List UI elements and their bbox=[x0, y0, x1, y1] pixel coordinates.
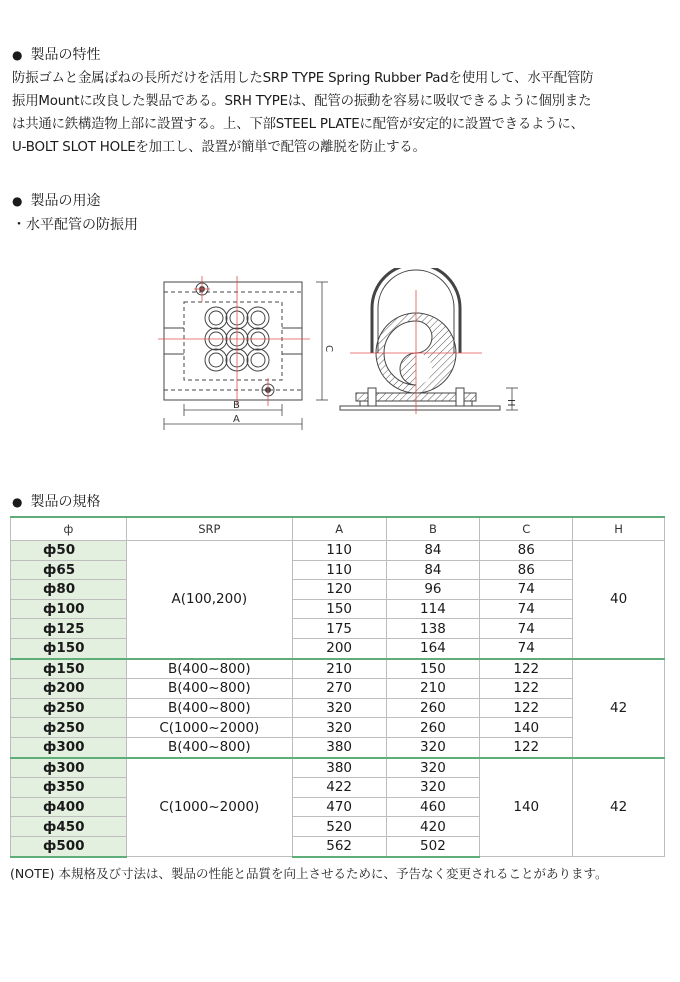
inner-plate bbox=[184, 302, 282, 380]
cell-a: 320 bbox=[292, 718, 386, 738]
cell-phi: ф200 bbox=[11, 679, 127, 699]
cell-phi: ф80 bbox=[11, 580, 127, 600]
cell-b: 320 bbox=[386, 778, 480, 798]
bullet-icon: ● bbox=[12, 495, 23, 509]
cell-a: 210 bbox=[292, 659, 386, 679]
cell-h-group3: 42 bbox=[573, 758, 665, 857]
center-lines bbox=[158, 276, 310, 406]
dimension-lines bbox=[164, 282, 328, 430]
features-line: 振用Mountに改良した製品である。SRH TYPEは、配管の振動を容易に吸収できるように個別また bbox=[12, 94, 592, 109]
table-row bbox=[11, 619, 665, 639]
cell-b: 260 bbox=[386, 698, 480, 718]
cell-b: 84 bbox=[386, 541, 480, 561]
cell-a: 422 bbox=[292, 778, 386, 798]
cell-c: 86 bbox=[480, 541, 573, 561]
cell-b: 210 bbox=[386, 679, 480, 699]
cell-b: 164 bbox=[386, 638, 480, 658]
header-phi: ф bbox=[11, 517, 127, 541]
cell-b: 138 bbox=[386, 619, 480, 639]
side-view bbox=[340, 268, 500, 410]
table-row bbox=[11, 718, 665, 738]
technical-drawing bbox=[150, 268, 530, 434]
cell-b: 320 bbox=[386, 758, 480, 778]
bullet-icon: ● bbox=[12, 48, 23, 62]
table-row bbox=[11, 737, 665, 757]
cell-h-group2: 42 bbox=[573, 659, 665, 758]
bullet-icon: ● bbox=[12, 194, 23, 208]
cell-phi: ф50 bbox=[11, 541, 127, 561]
cell-a: 150 bbox=[292, 599, 386, 619]
cell-b: 114 bbox=[386, 599, 480, 619]
cell-a: 270 bbox=[292, 679, 386, 699]
cell-phi: ф150 bbox=[11, 638, 127, 658]
label-b: B bbox=[233, 400, 240, 411]
features-line: 防振ゴムと金属ばねの長所だけを活用したSRP TYPE Spring Rubber Padを使用して、水平配管防 bbox=[12, 71, 594, 86]
table-row bbox=[11, 580, 665, 600]
cell-a: 120 bbox=[292, 580, 386, 600]
cell-h-group1: 40 bbox=[573, 541, 665, 659]
cell-srp-group1: A(100,200) bbox=[126, 541, 292, 659]
features-line: は共通に鉄構造物上部に設置する。上、下部STEEL PLATEに配管が安定的に設置できるように、 bbox=[12, 117, 584, 132]
cell-b: 502 bbox=[386, 836, 480, 856]
table-row bbox=[11, 560, 665, 580]
table-row bbox=[11, 638, 665, 658]
header-a: A bbox=[292, 517, 386, 541]
cell-srp: C(1000~2000) bbox=[126, 718, 292, 738]
cell-phi: ф450 bbox=[11, 817, 127, 837]
cell-c: 140 bbox=[480, 718, 573, 738]
cell-a: 110 bbox=[292, 560, 386, 580]
table-row bbox=[11, 679, 665, 699]
cell-a: 110 bbox=[292, 541, 386, 561]
cell-srp-group3: C(1000~2000) bbox=[126, 758, 292, 857]
header-srp: SRP bbox=[126, 517, 292, 541]
header-c: C bbox=[480, 517, 573, 541]
cell-srp: B(400~800) bbox=[126, 679, 292, 699]
cell-phi: ф500 bbox=[11, 836, 127, 856]
cell-c: 74 bbox=[480, 638, 573, 658]
cell-phi: ф125 bbox=[11, 619, 127, 639]
header-h: H bbox=[573, 517, 665, 541]
label-c: C bbox=[323, 345, 334, 352]
cell-a: 470 bbox=[292, 797, 386, 817]
label-a: A bbox=[233, 414, 240, 425]
usage-heading: ● 製品の用途 bbox=[12, 193, 101, 209]
table-row bbox=[11, 758, 665, 778]
table-row bbox=[11, 659, 665, 679]
cell-c: 74 bbox=[480, 599, 573, 619]
outer-plate bbox=[164, 282, 302, 400]
usage-item: ・水平配管の防振用 bbox=[12, 217, 138, 233]
note-text: (NOTE) 本規格及び寸法は、製品の性能と品質を向上させるために、予告なく変更されることがあります。 bbox=[10, 866, 608, 881]
header-b: B bbox=[386, 517, 480, 541]
cell-phi: ф250 bbox=[11, 718, 127, 738]
cell-c: 74 bbox=[480, 580, 573, 600]
cell-phi: ф65 bbox=[11, 560, 127, 580]
cell-b: 320 bbox=[386, 737, 480, 757]
table-row bbox=[11, 599, 665, 619]
table-row bbox=[11, 541, 665, 561]
cell-c: 122 bbox=[480, 698, 573, 718]
table-header-row bbox=[11, 517, 665, 541]
table-row bbox=[11, 698, 665, 718]
cell-srp: B(400~800) bbox=[126, 737, 292, 757]
cell-b: 420 bbox=[386, 817, 480, 837]
cell-a: 320 bbox=[292, 698, 386, 718]
cell-phi: ф300 bbox=[11, 758, 127, 778]
cell-srp: B(400~800) bbox=[126, 659, 292, 679]
plan-view bbox=[164, 282, 302, 400]
bolt-holes bbox=[196, 283, 274, 396]
cell-b: 260 bbox=[386, 718, 480, 738]
cell-b: 84 bbox=[386, 560, 480, 580]
features-heading: ● 製品の特性 bbox=[12, 47, 101, 63]
cell-b: 96 bbox=[386, 580, 480, 600]
features-paragraph bbox=[12, 67, 672, 159]
cell-a: 562 bbox=[292, 836, 386, 856]
cell-a: 175 bbox=[292, 619, 386, 639]
cell-a: 380 bbox=[292, 758, 386, 778]
cell-c: 122 bbox=[480, 659, 573, 679]
cell-phi: ф250 bbox=[11, 698, 127, 718]
cell-b: 150 bbox=[386, 659, 480, 679]
cell-phi: ф100 bbox=[11, 599, 127, 619]
cell-phi: ф400 bbox=[11, 797, 127, 817]
cell-c-group3: 140 bbox=[480, 758, 573, 857]
spec-heading: ● 製品の規格 bbox=[12, 494, 101, 510]
cell-phi: ф150 bbox=[11, 659, 127, 679]
features-line: U-BOLT SLOT HOLEを加工し、設置が簡単で配管の離脱を防止する。 bbox=[12, 140, 426, 155]
cell-c: 122 bbox=[480, 679, 573, 699]
cell-phi: ф300 bbox=[11, 737, 127, 757]
cell-a: 200 bbox=[292, 638, 386, 658]
cell-c: 122 bbox=[480, 737, 573, 757]
cell-b: 460 bbox=[386, 797, 480, 817]
cell-phi: ф350 bbox=[11, 778, 127, 798]
cell-a: 380 bbox=[292, 737, 386, 757]
label-h: H bbox=[505, 399, 516, 407]
cell-c: 74 bbox=[480, 619, 573, 639]
spec-table bbox=[10, 516, 665, 858]
cell-srp: B(400~800) bbox=[126, 698, 292, 718]
cell-c: 86 bbox=[480, 560, 573, 580]
cell-a: 520 bbox=[292, 817, 386, 837]
